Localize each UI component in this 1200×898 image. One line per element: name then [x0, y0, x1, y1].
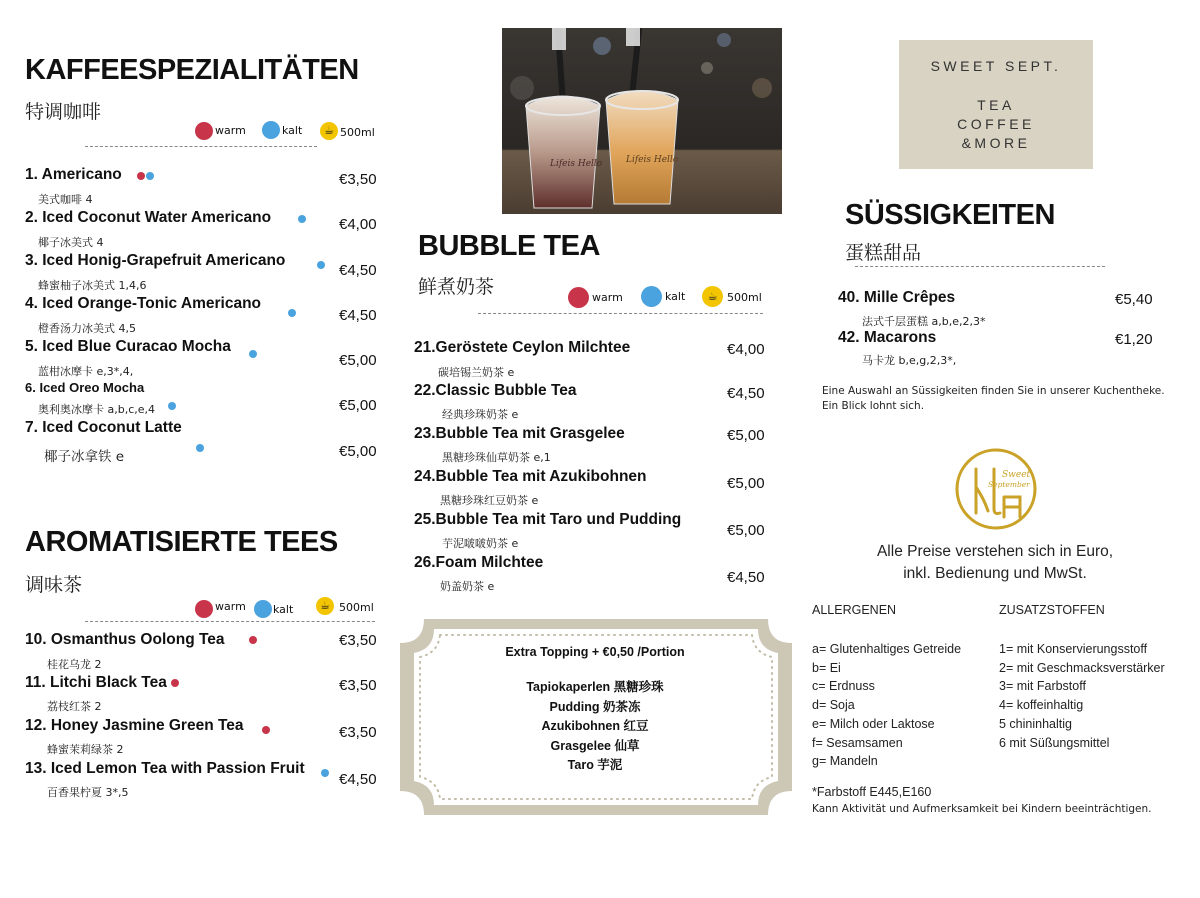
legend-warm: warm — [215, 124, 246, 137]
topping-item: Taro 芋泥 — [567, 758, 623, 772]
divider — [85, 621, 375, 622]
divider — [855, 266, 1105, 267]
legend-size: 500ml — [340, 126, 375, 139]
sweets-title: SÜSSIGKEITEN — [845, 199, 1055, 231]
cold-dot-icon — [146, 172, 154, 180]
additives-title: ZUSATZSTOFFEN — [999, 603, 1105, 617]
tees-subtitle: 调味茶 — [25, 574, 83, 596]
menu-item-name: 13. Iced Lemon Tea with Passion Fruit — [25, 760, 305, 777]
menu-item-name: 4. Iced Orange-Tonic Americano — [25, 295, 262, 312]
allergen-item: b= Ei — [812, 660, 841, 675]
cold-dot-icon — [168, 402, 176, 410]
menu-item-name: 22.Classic Bubble Tea — [414, 382, 577, 399]
legend-size: 500ml — [339, 601, 374, 614]
menu-item-name: 6. Iced Oreo Mocha — [25, 380, 145, 395]
topping-list — [400, 678, 790, 776]
menu-item-price: €3,50 — [339, 171, 377, 188]
brand-name: SWEET SEPT. — [930, 58, 1062, 74]
menu-item-sub: 蓝柑冰摩卡 e,3*,4, — [38, 365, 134, 378]
legend-warm: warm — [215, 600, 246, 613]
allergen-item: c= Erdnuss — [812, 679, 875, 694]
footnote-warning: Kann Aktivität und Aufmerksamkeit bei Kindern beeinträchtigen. — [812, 803, 1152, 815]
topping-title: Extra Topping + €0,50 /Portion — [505, 645, 685, 659]
menu-item-price: €3,50 — [339, 677, 377, 694]
topping-item: Grasgelee 仙草 — [550, 738, 640, 753]
warm-dot-icon — [249, 636, 257, 644]
sweet-september-logo — [954, 447, 1038, 531]
menu-item-price: €4,50 — [339, 262, 377, 279]
prices-note — [845, 541, 1145, 585]
menu-item-name: 10. Osmanthus Oolong Tea — [25, 631, 225, 648]
cold-dot-icon — [298, 215, 306, 223]
menu-item-price: €5,00 — [339, 397, 377, 414]
cold-dot-icon — [641, 286, 662, 307]
cold-dot-icon — [196, 444, 204, 452]
topping-item: Tapiokaperlen 黑糖珍珠 — [526, 680, 664, 694]
menu-item-price: €1,20 — [1115, 331, 1153, 348]
menu-item-price: €4,50 — [727, 569, 765, 586]
menu-item-name: 12. Honey Jasmine Green Tea — [25, 717, 244, 734]
menu-item-name: 24.Bubble Tea mit Azukibohnen — [414, 468, 647, 485]
legend-kalt: kalt — [282, 124, 303, 137]
menu-item-sub: 桂花乌龙 2 — [47, 658, 102, 671]
legend-size: 500ml — [727, 291, 762, 304]
prices-note-line: Alle Preise verstehen sich in Euro, — [876, 543, 1114, 560]
divider — [85, 146, 317, 147]
brand-tagline-line: COFFEE — [957, 116, 1035, 132]
menu-item-sub: 百香果柠夏 3*,5 — [47, 786, 129, 799]
menu-item-sub: 芋泥啵啵奶茶 e — [442, 537, 519, 550]
cup-icon: ☕ — [702, 286, 723, 307]
allergen-item: g= Mandeln — [812, 754, 878, 769]
additive-item: 3= mit Farbstoff — [999, 679, 1086, 694]
warm-dot-icon — [568, 287, 589, 308]
logo-text: September — [988, 480, 1030, 489]
menu-item-name: 25.Bubble Tea mit Taro und Pudding — [414, 511, 682, 528]
cup-text: Lifeis Hello — [550, 159, 603, 169]
footnote-farbstoff: *Farbstoff E445,E160 — [812, 785, 932, 799]
warm-dot-icon — [195, 600, 213, 618]
bubble-subtitle: 鲜煮奶茶 — [418, 276, 495, 298]
additive-item: 6 mit Süßungsmittel — [999, 735, 1110, 750]
menu-item-price: €5,00 — [339, 443, 377, 460]
allergen-item: d= Soja — [812, 698, 855, 713]
menu-item-sub: 奶盖奶茶 e — [440, 580, 495, 593]
menu-item-price: €5,00 — [727, 522, 765, 539]
cup-text: Lifeis Hello — [626, 155, 679, 165]
additives-list — [999, 640, 1165, 752]
menu-item-name: 11. Litchi Black Tea — [25, 674, 167, 691]
legend-kalt: kalt — [273, 603, 294, 616]
allergens-list — [812, 640, 961, 771]
prices-note-line: inkl. Bedienung und MwSt. — [903, 565, 1087, 582]
sweets-note: Eine Auswahl an Süssigkeiten finden Sie in unserer Kuchentheke. — [822, 385, 1165, 397]
bubble-tea-photo — [502, 28, 782, 214]
menu-item-price: €3,50 — [339, 724, 377, 741]
menu-item-name: 21.Geröstete Ceylon Milchtee — [414, 339, 631, 356]
legend-kalt: kalt — [665, 290, 686, 303]
menu-item-name: 42. Macarons — [838, 329, 937, 346]
menu-item-sub: 蜂蜜柚子冰美式 1,4,6 — [38, 279, 147, 292]
menu-item-sub: 椰子冰拿铁 e — [44, 449, 125, 465]
cup-icon: ☕ — [320, 122, 338, 140]
menu-item-sub: 马卡龙 b,e,g,2,3*, — [862, 354, 957, 367]
legend-warm: warm — [592, 291, 623, 304]
allergen-item: f= Sesamsamen — [812, 735, 903, 750]
menu-item-name: 3. Iced Honig-Grapefruit Americano — [25, 252, 286, 269]
menu-item-price: €4,50 — [727, 385, 765, 402]
coffee-title: KAFFEESPEZIALITÄTEN — [25, 54, 359, 86]
cold-dot-icon — [254, 600, 272, 618]
menu-item-price: €5,00 — [339, 352, 377, 369]
menu-item-price: €3,50 — [339, 632, 377, 649]
cold-dot-icon — [262, 121, 280, 139]
bubble-title: BUBBLE TEA — [418, 230, 600, 262]
menu-item-sub: 荔枝红茶 2 — [47, 700, 102, 713]
warm-dot-icon — [171, 679, 179, 687]
menu-item-sub: 美式咖啡 4 — [38, 193, 93, 206]
sweets-subtitle: 蛋糕甜品 — [845, 242, 922, 264]
menu-item-name: 23.Bubble Tea mit Grasgelee — [414, 425, 625, 442]
brand-tagline-line: TEA — [977, 97, 1015, 113]
allergen-item: e= Milch oder Laktose — [812, 716, 935, 731]
brand-tagline — [899, 96, 1093, 153]
menu-item-price: €5,00 — [727, 427, 765, 444]
warm-dot-icon — [262, 726, 270, 734]
menu-item-price: €4,50 — [339, 771, 377, 788]
additive-item: 2= mit Geschmacksverstärker — [999, 660, 1165, 675]
cold-dot-icon — [317, 261, 325, 269]
menu-item-sub: 经典珍珠奶茶 e — [442, 408, 519, 421]
menu-item-name: 2. Iced Coconut Water Americano — [25, 209, 272, 226]
menu-item-price: €4,00 — [339, 216, 377, 233]
menu-item-sub: 蜂蜜茉莉绿茶 2 — [47, 743, 124, 756]
menu-item-sub: 椰子冰美式 4 — [38, 236, 104, 249]
coffee-subtitle: 特调咖啡 — [25, 101, 102, 123]
menu-item-name: 40. Mille Crêpes — [838, 289, 956, 306]
allergen-item: a= Glutenhaltiges Getreide — [812, 642, 962, 656]
menu-item-name: 1. Americano — [25, 166, 122, 183]
brand-box — [899, 40, 1093, 169]
menu-item-name: 5. Iced Blue Curacao Mocha — [25, 338, 231, 355]
allergens-title: ALLERGENEN — [812, 603, 897, 617]
menu-item-sub: 碳培锡兰奶茶 e — [438, 366, 515, 379]
menu-item-sub: 黑糖珍珠仙草奶茶 e,1 — [442, 451, 551, 464]
cold-dot-icon — [321, 769, 329, 777]
menu-item-sub: 黑糖珍珠红豆奶茶 e — [440, 494, 539, 507]
tees-title: AROMATISIERTE TEES — [25, 526, 338, 558]
menu-item-sub: 法式千层蛋糕 a,b,e,2,3* — [862, 315, 986, 328]
menu-item-price: €4,50 — [339, 307, 377, 324]
cup-icon: ☕ — [316, 597, 334, 615]
logo-text: Sweet — [1002, 470, 1031, 480]
additive-item: 4= koffeinhaltig — [999, 698, 1084, 713]
brand-tagline-line: &MORE — [961, 135, 1031, 151]
additive-item: 5 chininhaltig — [999, 716, 1072, 731]
divider — [478, 313, 763, 314]
menu-item-price: €5,40 — [1115, 291, 1153, 308]
topping-item: Pudding 奶茶冻 — [549, 699, 641, 714]
sweets-note: Ein Blick lohnt sich. — [822, 400, 925, 412]
menu-item-sub: 奥利奥冰摩卡 a,b,c,e,4 — [38, 403, 156, 416]
menu-item-name: 7. Iced Coconut Latte — [25, 419, 182, 436]
additive-item: 1= mit Konservierungsstoff — [999, 642, 1148, 656]
menu-item-sub: 橙香汤力冰美式 4,5 — [38, 322, 136, 335]
cold-dot-icon — [249, 350, 257, 358]
menu-item-price: €5,00 — [727, 475, 765, 492]
cold-dot-icon — [288, 309, 296, 317]
menu-item-name: 26.Foam Milchtee — [414, 554, 544, 571]
menu-item-price: €4,00 — [727, 341, 765, 358]
warm-dot-icon — [195, 122, 213, 140]
topping-item: Azukibohnen 红豆 — [541, 719, 649, 733]
warm-dot-icon — [137, 172, 145, 180]
